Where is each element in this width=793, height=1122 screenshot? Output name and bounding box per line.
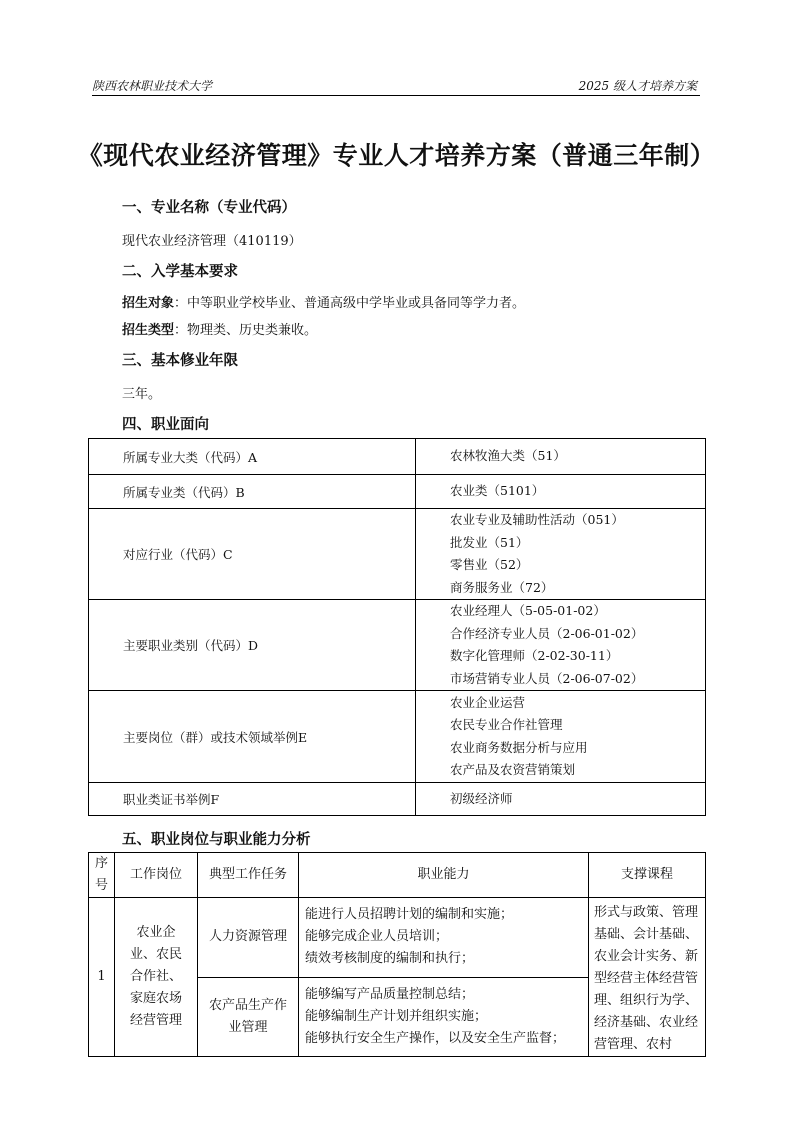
col-header: 支撑课程 [589,853,706,898]
v: 农民专业合作社管理 [450,717,563,732]
col-header: 序号 [89,853,115,898]
cell-label: 主要职业类别（代码）D [89,600,416,691]
label: 招生对象 [122,296,175,311]
col-header: 典型工作任务 [198,853,299,898]
cell-value [416,691,706,783]
page-title: 《现代农业经济管理》专业人才培养方案（普通三年制） [77,141,716,170]
section-2-heading: 二、入学基本要求 [122,264,238,280]
task-abilities [299,898,589,978]
v: 合作经济专业人员（2-06-01-02） [450,625,644,641]
section-1-heading: 一、专业名称（专业代码） [122,200,296,216]
cell-value [416,600,706,691]
section-4-heading: 四、职业面向 [122,417,209,433]
value: ：中等职业学校毕业、普通高级中学毕业或具备同等学力者。 [174,296,526,311]
ability: 能够完成企业人员培训； [305,929,449,945]
row-post: 农业企业、农民合作社、家庭农场经营管理 [115,898,198,1057]
row-no: 1 [89,898,115,1057]
v: 批发业（51） [450,534,529,550]
v: 农业经理人（5-05-01-02） [450,603,606,618]
task-abilities [299,977,589,1057]
header-school: 陕西农林职业技术大学 [92,79,213,93]
support-courses: 形式与政策、管理基础、会计基础、农业会计实务、新型经营主体经营管理、组织行为学、经济基础、农业经营管理、农村 [589,898,706,1057]
cell-value: 农林牧渔大类（51） [416,439,706,475]
cell-value: 农业类（5101） [416,475,706,509]
header-divider [92,95,700,96]
cell-label: 职业类证书举例F [89,783,416,816]
cell-label: 主要岗位（群）或技术领域举例E [89,691,416,783]
v: 商务服务业（72） [450,579,554,595]
v: 农业企业运营 [450,694,526,710]
col-header: 职业能力 [299,853,589,898]
v: 数字化管理师（2-02-30-11） [450,648,619,663]
career-orientation-table [88,438,706,816]
v: 农产品及农资营销策划 [450,762,576,777]
section-5-heading: 五、职业岗位与职业能力分析 [122,832,311,848]
cell-value: 初级经济师 [416,783,706,816]
v: 零售业（52） [450,557,529,572]
v: 农业商务数据分析与应用 [450,739,588,755]
ability: 能进行人员招聘计划的编制和实施； [305,907,514,923]
enroll-target [122,292,525,311]
value: ：物理类、历史类兼收。 [174,323,318,338]
ability: 能够编制生产计划并组织实施； [305,1008,488,1024]
task-name: 人力资源管理 [198,898,299,978]
col-header: 工作岗位 [115,853,198,898]
job-ability-table [88,852,706,1057]
enroll-type [122,319,317,338]
major-name: 现代农业经济管理（410119） [122,234,302,249]
label: 招生类型 [122,323,175,338]
header-plan: 2025 级人才培养方案 [578,79,697,93]
cell-label: 所属专业大类（代码）A [89,439,416,475]
cell-value [416,509,706,600]
v: 农业专业及辅助性活动（051） [450,512,624,527]
ability: 绩效考核制度的编制和执行； [305,951,475,967]
section-3-heading: 三、基本修业年限 [122,353,238,369]
v: 市场营销专业人员（2-06-07-02） [450,670,644,686]
ability: 能够编写产品质量控制总结； [305,986,475,1002]
task-name: 农产品生产作业管理 [198,977,299,1057]
cell-label: 对应行业（代码）C [89,509,416,600]
ability: 能够执行安全生产操作，以及安全生产监督； [305,1030,566,1046]
study-years: 三年。 [122,387,162,402]
cell-label: 所属专业类（代码）B [89,475,416,509]
